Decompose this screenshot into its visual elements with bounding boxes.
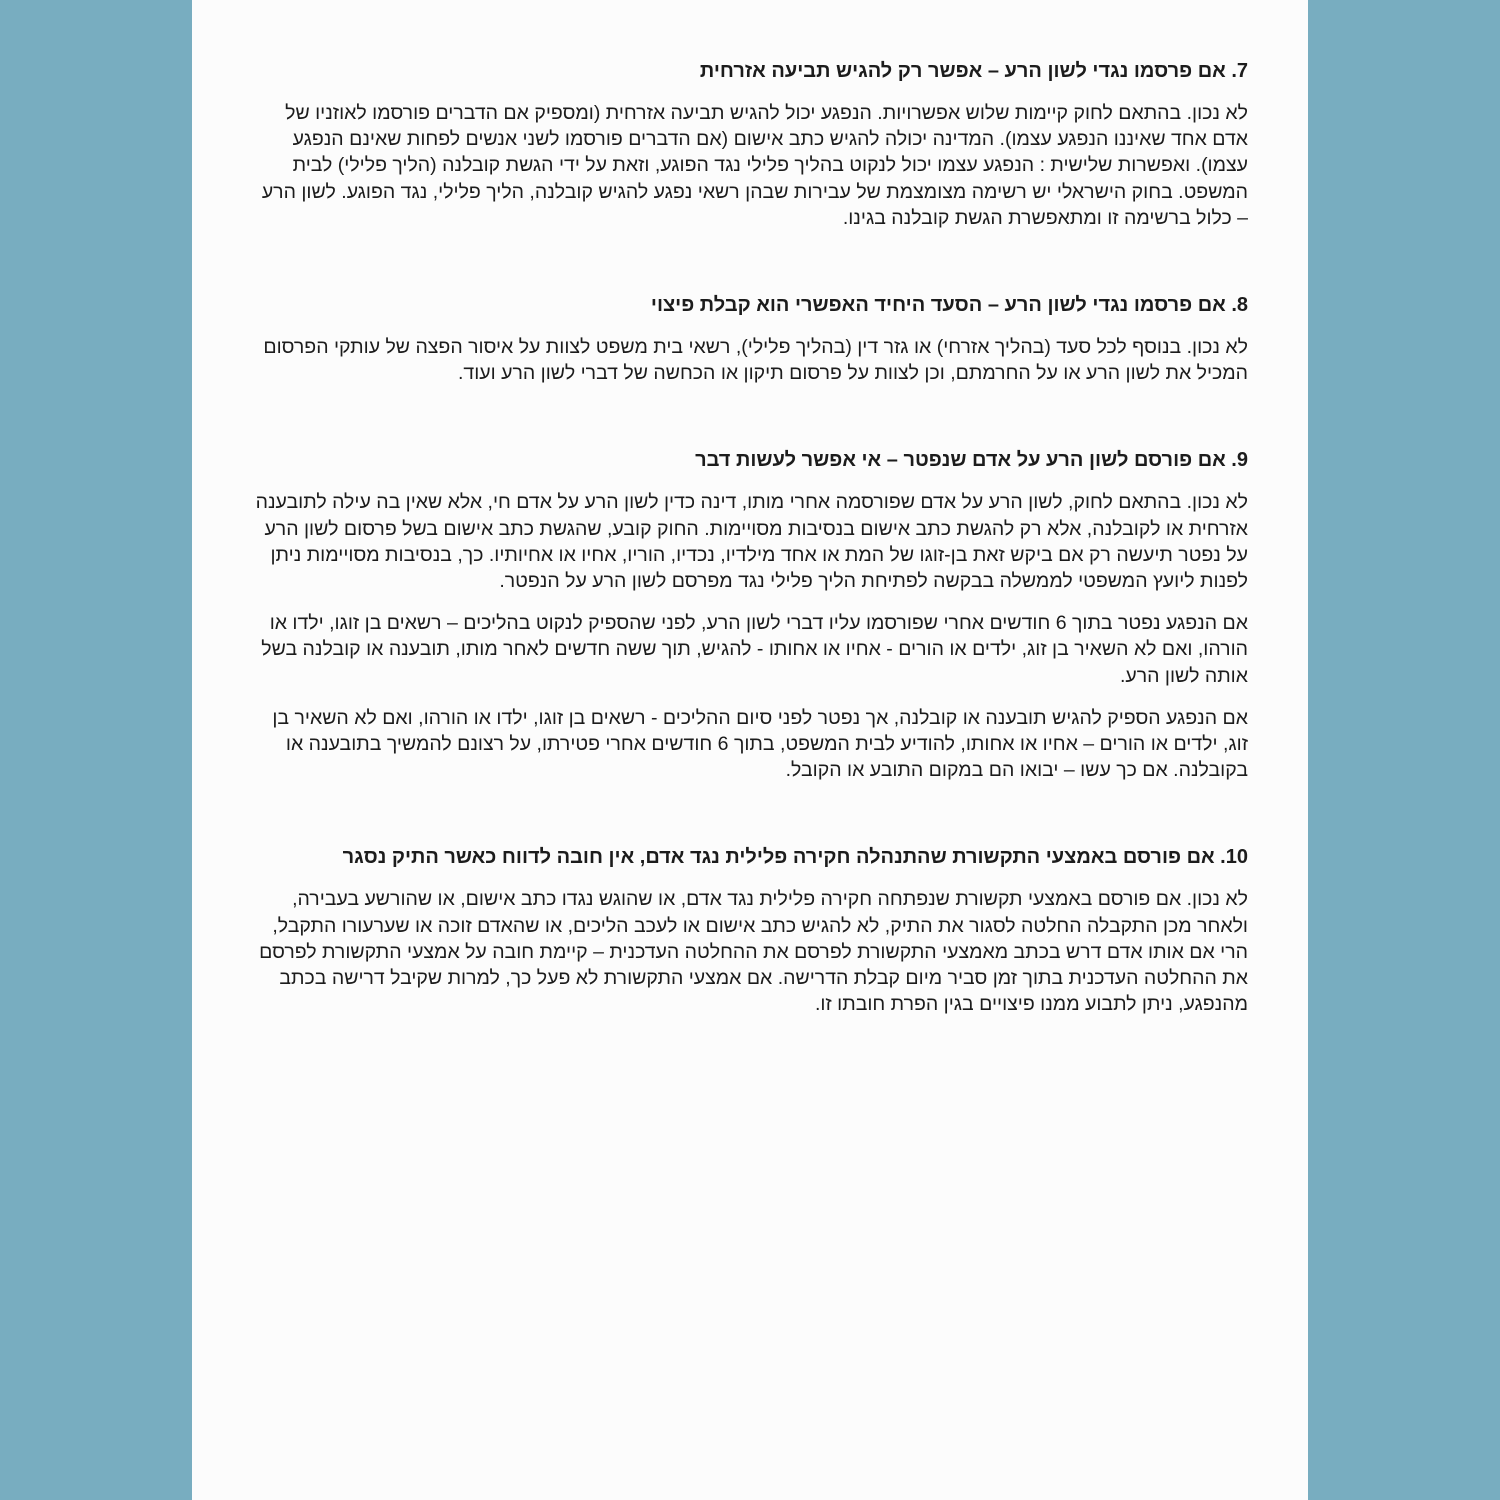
section-10 xyxy=(252,841,1248,1017)
document-page xyxy=(192,0,1308,1500)
section-paragraph: לא נכון. בהתאם לחוק, לשון הרע על אדם שפורסמה אחרי מותו, דינה כדין לשון הרע על אדם חי, אלא שאין בה עילה לתובענה אזרחית או לקובלנה, אלא רק להגשת כתב אישום בנסיבות מסויימות. החוק קובע, שהגשת כתב אישום בשל פרסום לשון הרע על נפטר תיעשה רק אם ביקש זאת בן-זוגו של המת או אחד מילדיו, נכדיו, הוריו, אחיו או אחיותיו. כך, בנסיבות מסויימות ניתן לפנות ליועץ המשפטי לממשלה בבקשה לפתיחת הליך פלילי נגד מפרסם לשון הרע על הנפטר. xyxy=(255,491,1248,593)
section-9 xyxy=(252,444,1248,783)
section-8 xyxy=(252,289,1248,386)
section-heading: 8. אם פרסמו נגדי לשון הרע – הסעד היחיד האפשרי הוא קבלת פיצוי xyxy=(650,294,1248,317)
section-spacer xyxy=(252,402,1248,444)
section-paragraph: לא נכון. אם פורסם באמצעי תקשורת שנפתחה חקירה פלילית נגד אדם, או שהוגש נגדו כתב אישום, או שהורשע בעבירה, ולאחר מכן התקבלה החלטה לסגור את התיק, לא להגיש כתב אישום או לעכב הליכים, או שהאדם זוכה או שערעורו התקבל, הרי אם אותו אדם דרש בכתב מאמצעי התקשורת לפרסם את ההחלטה העדכנית – קיימת חובה על אמצעי התקשורת לפרסם את ההחלטה העדכנית בתוך זמן סביר מיום קבלת הדרישה. אם אמצעי התקשורת לא פעל כך, למרות שקיבל דרישה בכתב מהנפגע, ניתן לתבוע ממנו פיצויים בגין הפרת חובתו זו. xyxy=(259,888,1248,1016)
section-paragraph: לא נכון. בהתאם לחוק קיימות שלוש אפשרויות. הנפגע יכול להגיש תביעה אזרחית (ומספיק אם הדברים פורסמו לאוזניו של אדם אחד שאיננו הנפגע עצמו). המדינה יכולה להגיש כתב אישום (אם הדברים פורסמו לשני אנשים לפחות שאינם הנפגע עצמו). ואפשרות שלישית : הנפגע עצמו יכול לנקוט בהליך פלילי נגד הפוגע, וזאת על ידי הגשת קובלנה (הליך פלילי) לבית המשפט. בחוק הישראלי יש רשימה מצומצמת של עבירות שבהן רשאי נפגע להגיש קובלנה, הליך פלילי, נגד הפוגע. לשון הרע – כלול ברשימה זו ומתאפשרת הגשת קובלנה בגינו. xyxy=(261,102,1248,229)
section-heading: 7. אם פרסמו נגדי לשון הרע – אפשר רק להגיש תביעה אזרחית xyxy=(699,60,1248,82)
section-paragraph: לא נכון. בנוסף לכל סעד (בהליך אזרחי) או גזר דין (בהליך פלילי), רשאי בית משפט לצוות על איסור הפצה של עותקי הפרסום המכיל את לשון הרע או על החרמתם, וכן לצוות על פרסום תיקון או הכחשה של דברי לשון הרע ועוד. xyxy=(263,336,1248,385)
section-heading: 9. אם פורסם לשון הרע על אדם שנפטר – אי אפשר לעשות דבר xyxy=(695,449,1248,472)
section-paragraph: אם הנפגע נפטר בתוך 6 חודשים אחרי שפורסמו עליו דברי לשון הרע, לפני שהספיק לנקוט בהליכים – רשאים בן זוגו, ילדו או הורהו, ואם לא השאיר בן זוג, ילדים או הורים - אחיו או אחותו - להגיש, תוך ששה חדשים לאחר מותו, תובענה או קובלנה בשל אותה לשון הרע. xyxy=(261,612,1248,687)
document-body xyxy=(252,55,1248,1033)
section-spacer xyxy=(252,247,1248,289)
section-7 xyxy=(252,55,1248,231)
section-paragraph: אם הנפגע הספיק להגיש תובענה או קובלנה, אך נפטר לפני סיום ההליכים - רשאים בן זוגו, ילדו או הורהו, ואם לא השאיר בן זוג, ילדים או הורים – אחיו או אחותו, להודיע לבית המשפט, בתוך 6 חודשים אחרי פטירתו, על רצונם להמשיך בתובענה או בקובלנה. אם כך עשו – יבואו הם במקום התובע או הקובל. xyxy=(272,706,1248,782)
section-spacer xyxy=(252,799,1248,841)
section-heading: 10. אם פורסם באמצעי התקשורת שהתנהלה חקירה פלילית נגד אדם, אין חובה לדווח כאשר התיק נסגר xyxy=(342,846,1248,869)
